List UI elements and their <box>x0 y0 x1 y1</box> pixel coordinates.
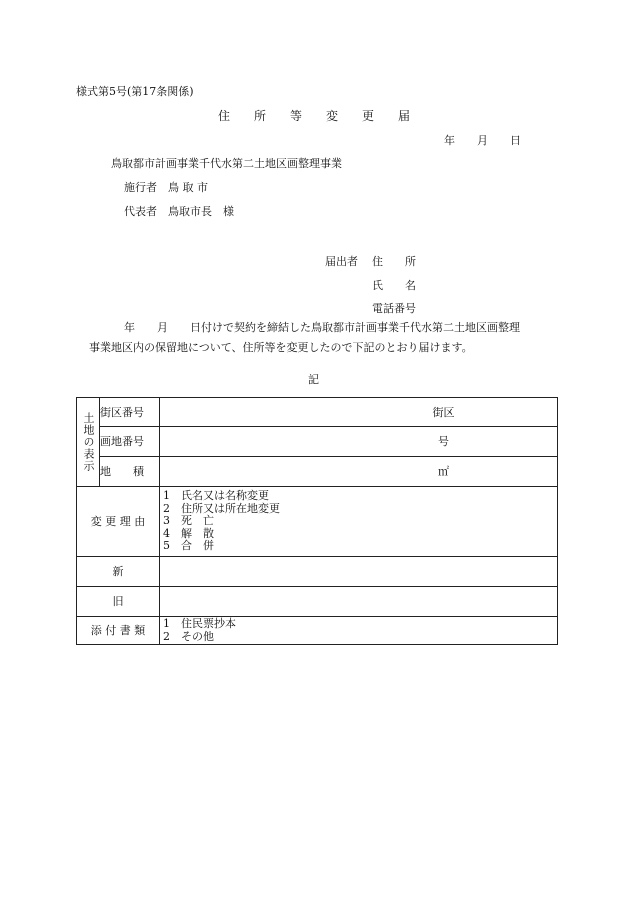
applicant-address-label: 住 所 <box>372 255 416 268</box>
old-field[interactable] <box>160 587 558 617</box>
applicant-phone-label: 電話番号 <box>372 302 416 315</box>
ki-heading: 記 <box>308 373 319 386</box>
new-field[interactable] <box>160 557 558 587</box>
reason-item[interactable]: 1 氏名又は名称変更 <box>163 489 269 503</box>
page-title: 住 所 等 変 更 届 <box>218 109 411 123</box>
reason-item[interactable]: 4 解 散 <box>163 526 214 540</box>
date-line: 年 月 日 <box>444 134 521 147</box>
body-line-1: 年 月 日付けで契約を締結した鳥取都市計画事業千代水第二土地区画整理 <box>124 321 520 334</box>
executor: 施行者 鳥 取 市 <box>124 181 208 194</box>
change-reason-list[interactable] <box>160 487 558 557</box>
new-label: 新 <box>77 557 160 587</box>
project-name: 鳥取都市計画事業千代水第二土地区画整理事業 <box>111 157 342 170</box>
attachments-list[interactable] <box>160 617 558 645</box>
change-reason-label: 変 更 理 由 <box>77 487 160 557</box>
block-number-label: 街区番号 <box>100 398 160 427</box>
representative: 代表者 鳥取市長 様 <box>124 205 234 218</box>
reason-item[interactable]: 2 住所又は所在地変更 <box>163 501 280 515</box>
body-line-2: 事業地区内の保留地について、住所等を変更したので下記のとおり届けます。 <box>89 341 473 354</box>
form-number: 様式第5号(第17条関係) <box>76 85 194 98</box>
attachment-item[interactable]: 2 その他 <box>163 629 214 643</box>
area-field[interactable]: ㎡ <box>160 457 558 487</box>
area-label: 地 積 <box>100 457 160 487</box>
block-number-field[interactable]: 街区 <box>160 398 558 427</box>
old-label: 旧 <box>77 587 160 617</box>
land-display-label: 土地の表示 <box>82 412 95 472</box>
applicant-name-label: 氏 名 <box>372 279 416 292</box>
land-display-label-cell <box>77 398 100 487</box>
lot-number-field[interactable]: 号 <box>160 427 558 457</box>
lot-number-label: 画地番号 <box>100 427 160 457</box>
attachment-item[interactable]: 1 住民票抄本 <box>163 617 236 630</box>
reason-item[interactable]: 5 合 併 <box>163 539 214 553</box>
reason-item[interactable]: 3 死 亡 <box>163 514 214 528</box>
attachments-label: 添 付 書 類 <box>77 617 160 645</box>
notification-table <box>76 397 558 645</box>
applicant-label: 届出者 <box>325 255 358 268</box>
